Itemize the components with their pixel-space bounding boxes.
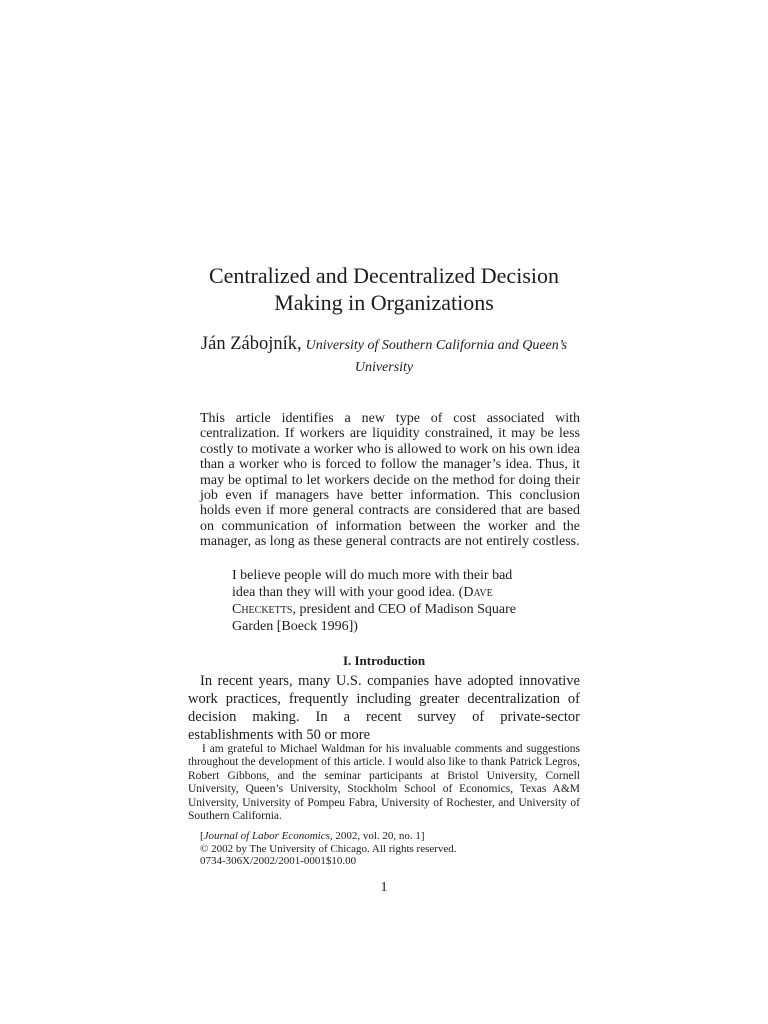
citation-bracket: [ (200, 830, 204, 842)
citation-line-1 (200, 830, 580, 843)
epigraph (232, 567, 532, 635)
copyright-line: © 2002 by The University of Chicago. All rights reserved. (200, 842, 457, 855)
citation-details: 2002, vol. 20, no. 1] (332, 830, 425, 842)
byline (180, 334, 588, 378)
title-line-2: Making in Organizations (274, 290, 494, 315)
title-line-1: Centralized and Decentralized Decision (208, 263, 559, 288)
epigraph-speaker: Dave Checketts (232, 585, 493, 617)
section-heading: I. Introduction (342, 653, 426, 668)
epigraph-quote: I believe people will do much more with their bad idea than they will with your good idea. ( (232, 568, 513, 600)
issn-code: 0734-306X/2002/2001-0001$10.00 (200, 855, 357, 867)
acknowledgement-footnote: I am grateful to Michael Waldman for his invaluable comments and suggestions throughout the development of this article. I would also like to thank Patrick Legros, Robert Gibbons, and the seminar participants at Bristol University, Cornell University, Queen’s University, Stockholm School of Economics, Texas A&M University, University of Pompeu Fabra, University of Rochester, and University of Southern California. (188, 743, 580, 823)
author-affiliation-1: University of Southern California and Queen’s (305, 338, 568, 353)
paper-title (150, 262, 618, 316)
journal-citation (200, 830, 580, 868)
author-name: Ján Zábojník, (200, 334, 302, 354)
epigraph-attribution: , president and CEO of Madison Square Garden [Boeck 1996]) (232, 602, 517, 634)
journal-name: Journal of Labor Economics, (203, 830, 333, 842)
introduction-paragraph: In recent years, many U.S. companies have adopted innovative work practices, frequently including greater decentralization of decision making. In a recent survey of private-sector establishments with 50 or more (188, 673, 580, 743)
author-affiliation-2: University (354, 360, 414, 375)
page-number: 1 (380, 880, 388, 895)
abstract: This article identifies a new type of cost associated with centralization. If workers are liquidity constrained, it may be less costly to motivate a worker who is allowed to work on his own idea than a worker who is forced to follow the manager’s idea. Thus, it may be optimal to let workers decide on the method for doing their job even if managers have better information. This conclusion holds even if more general contracts are considered that are based on communication of information between the worker and the manager, as long as these general contracts are not entirely costless. (200, 411, 580, 550)
